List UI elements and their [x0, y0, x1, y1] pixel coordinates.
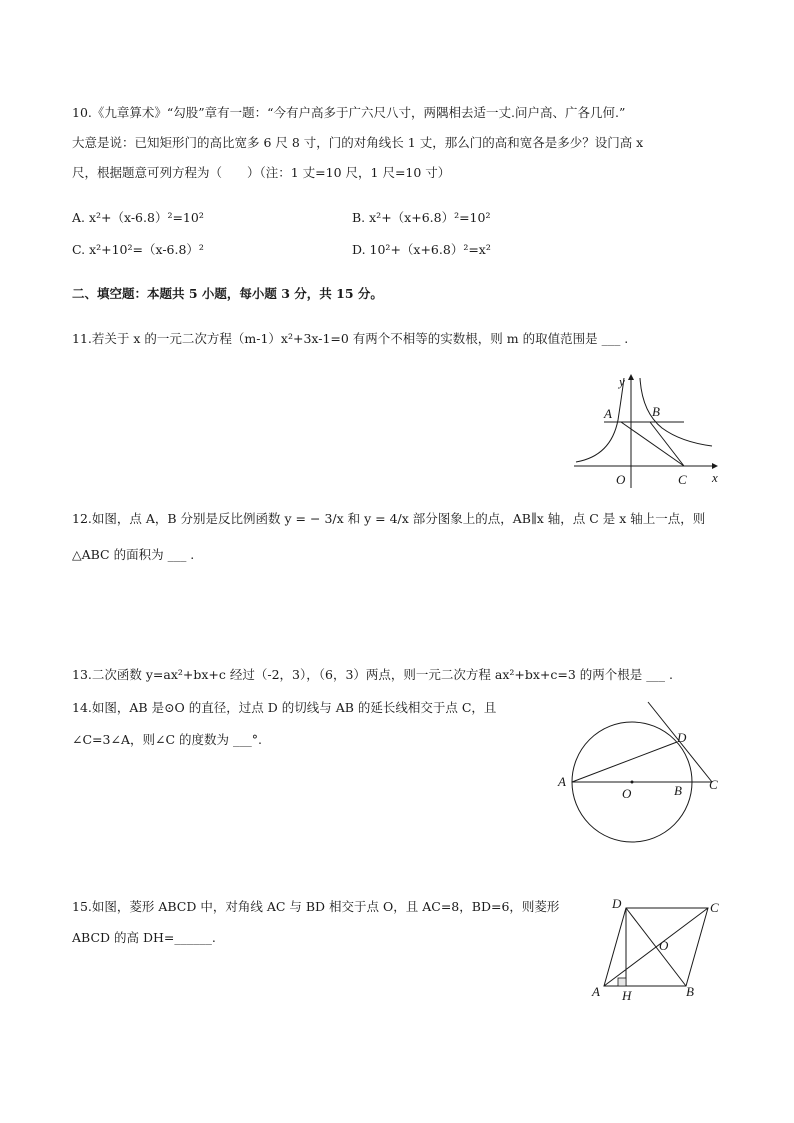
q14-line2: ∠C=3∠A，则∠C 的度数为 ___°.	[72, 732, 262, 747]
q15-label-b: B	[686, 984, 694, 999]
q12-label-x: x	[712, 470, 718, 485]
q10-line3: 尺，根据题意可列方程为（ ）（注：1 丈=10 尺，1 尺=10 寸）	[72, 165, 451, 180]
q12-line2: △ABC 的面积为 ___ .	[72, 547, 195, 562]
q12-label-a: A	[604, 406, 612, 421]
q13-text: 13.二次函数 y=ax²+bx+c 经过（-2，3），（6，3）两点，则一元二次方程 ax²+bx+c=3 的两个根是 ___ .	[72, 667, 673, 682]
q10-line1: 10.《九章算术》“勾股”章有一题：“今有户高多于广六尺八寸，两隅相去适一丈.问户高、广各几何.”	[72, 105, 626, 120]
q14-label-a: A	[558, 774, 566, 789]
q14-label-d: D	[677, 730, 687, 745]
q12-figure	[566, 372, 726, 490]
section-heading: 二、填空题：本题共 5 小题，每小题 3 分，共 15 分。	[72, 286, 383, 301]
q10-line2: 大意是说：已知矩形门的高比宽多 6 尺 8 寸，门的对角线长 1 丈，那么门的高和宽各是多少？设门高 x	[72, 135, 644, 150]
q15-label-o: O	[659, 938, 669, 953]
q14-label-o: O	[622, 786, 632, 801]
q14-label-c: C	[709, 777, 718, 792]
q10-option-d: D. 10²+（x+6.8）²=x²	[352, 242, 491, 257]
q12-line1: 12.如图，点 A，B 分别是反比例函数 y = − 3/x 和 y = 4/x 部分图象上的点，AB∥x 轴，点 C 是 x 轴上一点，则	[72, 511, 706, 526]
q15-label-c: C	[710, 900, 719, 915]
q15-label-a: A	[592, 984, 600, 999]
q15-label-d: D	[612, 896, 622, 911]
q11-text: 11.若关于 x 的一元二次方程（m-1）x²+3x-1=0 有两个不相等的实数根，则 m 的取值范围是 ___ .	[72, 331, 629, 346]
q10-option-b: B. x²+（x+6.8）²=10²	[352, 210, 491, 225]
q10-option-c: C. x²+10²=（x-6.8）²	[72, 242, 204, 257]
q12-label-b: B	[652, 404, 660, 419]
q10-option-a: A. x²+（x-6.8）²=10²	[72, 210, 204, 225]
q14-label-b: B	[674, 783, 682, 798]
q15-line1: 15.如图，菱形 ABCD 中，对角线 AC 与 BD 相交于点 O，且 AC=8，BD=6，则菱形	[72, 899, 560, 914]
q15-line2: ABCD 的高 DH=______.	[72, 930, 216, 945]
q12-label-o: O	[616, 472, 626, 487]
q14-figure	[552, 696, 728, 846]
q12-label-y: y	[619, 374, 625, 389]
q14-line1: 14.如图，AB 是⊙O 的直径，过点 D 的切线与 AB 的延长线相交于点 C，且	[72, 700, 497, 715]
q15-label-h: H	[622, 988, 632, 1003]
q12-label-c: C	[678, 472, 687, 487]
q15-figure	[584, 892, 734, 1008]
